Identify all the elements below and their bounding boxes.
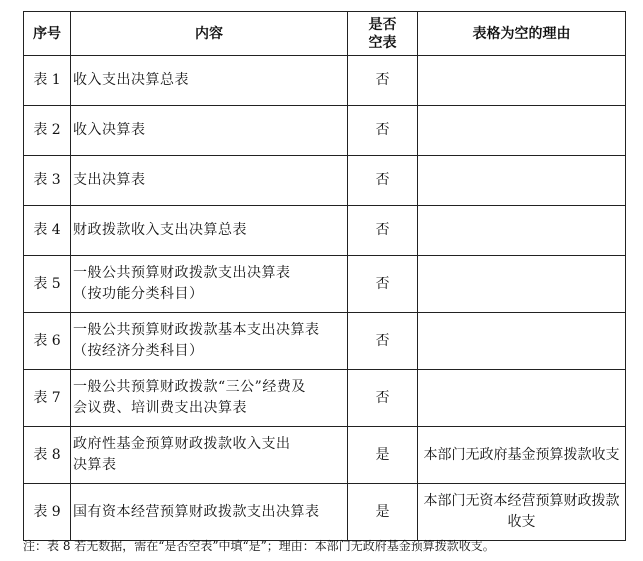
cell-no: 表 8 [24,427,71,484]
cell-is-empty: 否 [348,370,418,427]
cell-no: 表 7 [24,370,71,427]
cell-reason [418,313,626,370]
cell-no: 表 5 [24,256,71,313]
cell-no: 表 1 [24,56,71,106]
cell-is-empty: 是 [348,427,418,484]
cell-content-line2: （按经济分类科目） [73,343,204,359]
cell-content [71,370,348,427]
cell-content-line1: 收入支出决算总表 [73,72,189,88]
cell-no: 表 6 [24,313,71,370]
cell-content-line1: 一般公共预算财政拨款基本支出决算表 [73,322,320,338]
cell-reason [418,106,626,156]
header-row [24,12,626,56]
cell-reason [418,370,626,427]
header-reason: 表格为空的理由 [418,12,626,56]
cell-reason [418,156,626,206]
cell-reason [418,206,626,256]
cell-is-empty: 否 [348,106,418,156]
table-row [24,206,626,256]
cell-no: 表 9 [24,484,71,541]
table-row [24,106,626,156]
cell-is-empty: 否 [348,313,418,370]
header-is-empty [348,12,418,56]
header-is-empty-line1: 是否 [368,16,397,33]
cell-reason: 本部门无政府基金预算拨款收支 [418,427,626,484]
table-row [24,56,626,106]
cell-content [71,313,348,370]
footnote: 注：表 8 若无数据，需在“是否空表”中填“是”；理由：本部门无政府基金预算拨款收支。 [23,539,495,553]
cell-content-line1: 支出决算表 [73,172,146,188]
table-row [24,370,626,427]
cell-content [71,427,348,484]
cell-is-empty: 否 [348,256,418,313]
table-row [24,427,626,484]
header-is-empty-line2: 空表 [368,34,397,51]
cell-is-empty: 否 [348,56,418,106]
cell-content-line1: 一般公共预算财政拨款支出决算表 [73,265,291,281]
header-no: 序号 [24,12,71,56]
table-row [24,313,626,370]
table-row [24,156,626,206]
cell-reason: 本部门无资本经营预算财政拨款收支 [418,484,626,541]
cell-content-line2: （按功能分类科目） [73,286,204,302]
cell-reason [418,256,626,313]
cell-content [71,206,348,256]
cell-content [71,56,348,106]
table-row [24,256,626,313]
header-content: 内容 [71,12,348,56]
cell-content [71,256,348,313]
cell-content-line1: 一般公共预算财政拨款“三公”经费及 [73,379,306,395]
cell-content [71,156,348,206]
cell-content-line2: 会议费、培训费支出决算表 [73,400,247,416]
cell-is-empty: 否 [348,206,418,256]
cell-content [71,106,348,156]
cell-content-line1: 国有资本经营预算财政拨款支出决算表 [73,503,320,520]
cell-reason [418,56,626,106]
cell-content-line1: 政府性基金预算财政拨款收入支出 [73,436,291,452]
cell-no: 表 3 [24,156,71,206]
cell-is-empty: 是 [348,484,418,541]
budget-tables-list [23,11,626,541]
cell-no: 表 4 [24,206,71,256]
cell-content-line1: 收入决算表 [73,122,146,138]
cell-content [71,484,348,541]
cell-content-line1: 财政拨款收入支出决算总表 [73,222,247,238]
cell-no: 表 2 [24,106,71,156]
cell-content-line2: 决算表 [73,457,117,473]
cell-is-empty: 否 [348,156,418,206]
table-row [24,484,626,541]
